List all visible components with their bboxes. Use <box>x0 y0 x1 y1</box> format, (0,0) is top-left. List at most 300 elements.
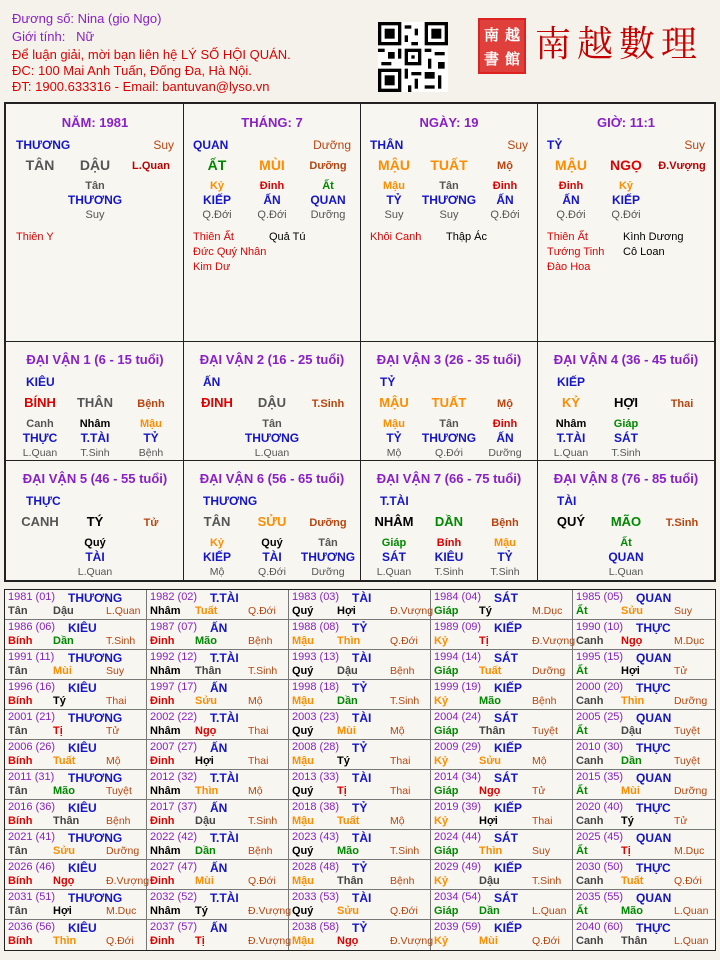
year-branch: Thân <box>53 815 80 827</box>
year-stem: Giáp <box>434 845 459 857</box>
year-stem: Quý <box>292 905 314 917</box>
year-cell <box>431 770 573 800</box>
pillar-title: NĂM: 1981 <box>61 115 129 130</box>
hidden-stem: Tân <box>318 537 338 549</box>
year-phase: T.Sinh <box>390 845 420 857</box>
year-ten-god: QUAN <box>636 891 672 905</box>
year-phase: Tuyệt <box>532 725 558 737</box>
calligraphy-logo: 南越數理 <box>535 24 704 65</box>
year-ten-god: QUAN <box>636 771 672 785</box>
year-phase: T.Sinh <box>248 815 278 827</box>
year-ten-god: THƯƠNG <box>68 591 123 605</box>
year-label: 2028 (48) <box>292 861 340 873</box>
year-label: 2010 (30) <box>576 741 624 753</box>
year-branch: Tý <box>479 605 492 617</box>
year-label: 2021 (41) <box>8 831 56 843</box>
dai-van-ten-god: TỶ <box>380 375 396 389</box>
year-phase: M.Dục <box>532 605 563 617</box>
hidden-phase: L.Quan <box>254 447 290 459</box>
dai-van-ten-god: KIÊU <box>26 375 55 389</box>
year-branch: Mùi <box>621 785 640 797</box>
year-cell <box>147 590 289 620</box>
year-label: 2031 (51) <box>8 891 56 903</box>
year-ten-god: THƯƠNG <box>68 651 123 665</box>
star-name: Khôi Canh <box>370 231 422 243</box>
year-phase: Tuyệt <box>674 725 700 737</box>
year-label: 2032 (52) <box>150 891 198 903</box>
year-stem: Ất <box>576 605 588 617</box>
year-label: 1999 (19) <box>434 681 482 693</box>
year-label: 2027 (47) <box>150 861 198 873</box>
year-branch: Mùi <box>53 665 72 677</box>
pillar-branch: MÙI <box>259 157 285 173</box>
year-cell <box>573 830 715 860</box>
year-label: 2036 (56) <box>8 921 56 933</box>
pillar-branch: NGỌ <box>610 157 642 173</box>
year-phase: Tuyệt <box>674 755 700 767</box>
year-ten-god: T.TÀI <box>210 831 239 845</box>
year-branch: Mùi <box>337 725 356 737</box>
year-phase: M.Dục <box>674 635 705 647</box>
year-ten-god: ẤN <box>210 741 228 755</box>
year-phase: Q.Đới <box>674 875 702 887</box>
pillar-branch-phase: Dưỡng <box>309 160 347 172</box>
hidden-ten-god: THƯƠNG <box>421 193 477 207</box>
year-ten-god: TÀI <box>352 771 372 785</box>
year-stem: Kỷ <box>434 635 449 647</box>
year-phase: Thai <box>248 755 269 767</box>
year-ten-god: ẤN <box>210 621 228 635</box>
year-phase: Q.Đới <box>248 605 276 617</box>
year-phase: Dưỡng <box>674 785 708 797</box>
hidden-ten-god: TỶ <box>497 550 513 564</box>
year-ten-god: KIẾP <box>494 681 523 695</box>
year-cell <box>431 650 573 680</box>
hidden-ten-god: KIẾP <box>202 193 231 207</box>
hidden-ten-god: ẤN <box>496 431 514 445</box>
star-name: Cô Loan <box>623 246 665 258</box>
year-phase: Mộ <box>390 815 405 827</box>
year-branch: Ngọ <box>195 725 217 737</box>
year-ten-god: THƯƠNG <box>68 831 123 845</box>
year-branch: Tý <box>337 755 350 767</box>
year-cell <box>5 620 147 650</box>
year-cell <box>147 620 289 650</box>
year-label: 2017 (37) <box>150 801 198 813</box>
year-cell <box>431 830 573 860</box>
hidden-phase: T.Sinh <box>80 447 110 459</box>
dai-van-cell <box>183 342 361 461</box>
year-label: 2000 (20) <box>576 681 624 693</box>
star-name: Đức Quý Nhân <box>193 246 267 258</box>
year-stem: Canh <box>576 935 604 947</box>
hidden-ten-god: THƯƠNG <box>67 193 123 207</box>
year-phase: Đ.Vượng <box>390 935 434 947</box>
dai-van-ten-god: KIẾP <box>557 375 586 389</box>
hidden-phase: Q.Đới <box>435 447 463 459</box>
year-branch: Tuất <box>621 875 644 887</box>
hidden-phase: L.Quan <box>22 447 58 459</box>
year-branch: Thìn <box>53 935 77 947</box>
dai-van-cell <box>6 342 184 461</box>
year-stem: Đinh <box>150 815 175 827</box>
year-ten-god: THỰC <box>636 861 671 875</box>
year-label: 2014 (34) <box>434 771 482 783</box>
dai-van-phase: Bệnh <box>137 398 165 410</box>
year-phase: Thai <box>106 695 127 707</box>
year-cell <box>573 740 715 770</box>
year-ten-god: TỶ <box>352 921 368 935</box>
year-ten-god: ẤN <box>210 681 228 695</box>
year-ten-god: QUAN <box>636 831 672 845</box>
dai-van-title: ĐẠI VẬN 7 (66 - 75 tuổi) <box>376 471 522 486</box>
header <box>0 0 720 100</box>
year-phase: Q.Đới <box>248 875 276 887</box>
hidden-phase: L.Quan <box>77 566 113 578</box>
hidden-ten-god: KIẾP <box>202 550 231 564</box>
year-ten-god: SÁT <box>494 831 518 845</box>
year-cell <box>5 890 147 920</box>
year-label: 1991 (11) <box>8 651 55 663</box>
year-phase: Bệnh <box>390 875 415 887</box>
dai-van-title: ĐẠI VẬN 4 (36 - 45 tuổi) <box>553 352 699 367</box>
year-ten-god: KIẾP <box>494 801 523 815</box>
year-cell <box>573 800 715 830</box>
year-phase: Suy <box>674 605 693 617</box>
hidden-stem: Đinh <box>492 180 518 192</box>
year-phase: Đ.Vượng <box>532 635 576 647</box>
year-cell <box>147 800 289 830</box>
year-stem: Canh <box>576 635 604 647</box>
hidden-phase: L.Quan <box>553 447 589 459</box>
pillar-phase: Suy <box>684 138 705 152</box>
hidden-stem: Tân <box>262 418 282 430</box>
year-ten-god: QUAN <box>636 711 672 725</box>
year-cell <box>431 860 573 890</box>
year-phase: Tử <box>674 815 688 827</box>
phone-email-line: ĐT: 1900.633316 - Email: bantuvan@lyso.vn <box>12 79 270 94</box>
year-phase: Đ.Vượng <box>248 935 292 947</box>
year-ten-god: TỶ <box>352 741 368 755</box>
year-cell <box>573 770 715 800</box>
hidden-stem: Kỷ <box>209 537 225 549</box>
year-cell <box>289 800 431 830</box>
dai-van-branch: TUẤT <box>431 395 467 410</box>
year-phase: Bệnh <box>248 635 273 647</box>
pillar-ten-god: THƯƠNG <box>16 138 71 152</box>
year-label: 2011 (31) <box>8 771 55 783</box>
dai-van-ten-god: ẤN <box>203 375 221 389</box>
hidden-phase: Dưỡng <box>488 447 522 459</box>
hidden-phase: L.Quan <box>376 566 412 578</box>
year-ten-god: THỰC <box>636 681 671 695</box>
dai-van-stem: NHÂM <box>374 514 414 529</box>
year-cell <box>5 860 150 890</box>
year-cell <box>147 890 292 920</box>
gender-row <box>12 29 94 45</box>
year-ten-god: ẤN <box>210 861 228 875</box>
year-branch: Tị <box>195 935 205 947</box>
year-cell <box>147 680 289 710</box>
year-stem: Bính <box>8 755 33 767</box>
year-phase: Q.Đới <box>390 635 418 647</box>
year-branch: Sửu <box>195 695 218 707</box>
year-cell <box>5 800 147 830</box>
hidden-ten-god: KIÊU <box>434 550 464 564</box>
year-cell <box>289 680 431 710</box>
year-ten-god: KIÊU <box>68 741 97 755</box>
dai-van-title: ĐẠI VẬN 1 (6 - 15 tuổi) <box>26 352 164 367</box>
year-cell <box>431 740 573 770</box>
year-stem: Tân <box>8 785 28 797</box>
qr-code-icon <box>378 22 448 92</box>
year-cell <box>573 680 715 710</box>
hidden-stem: Đinh <box>259 180 285 192</box>
year-label: 1993 (13) <box>292 651 340 663</box>
year-ten-god: TÀI <box>352 651 372 665</box>
year-ten-god: SÁT <box>494 591 518 605</box>
year-phase: Đ.Vượng <box>248 905 292 917</box>
year-label: 1996 (16) <box>8 681 56 693</box>
dai-van-branch: HỢI <box>613 395 639 410</box>
gender-value: Nữ <box>76 29 95 44</box>
year-cell <box>147 650 289 680</box>
year-label: 1987 (07) <box>150 621 198 633</box>
dai-van-branch: DẬU <box>257 395 287 410</box>
year-label: 2018 (38) <box>292 801 340 813</box>
year-branch: Ngọ <box>337 935 359 947</box>
year-branch: Mão <box>337 845 359 857</box>
year-phase: Tử <box>106 725 120 737</box>
year-label: 1995 (15) <box>576 651 624 663</box>
year-phase: Dưỡng <box>674 695 708 707</box>
year-ten-god: TỶ <box>352 681 368 695</box>
hidden-ten-god: T.TÀI <box>556 431 586 445</box>
year-ten-god: KIÊU <box>68 801 97 815</box>
year-label: 2008 (28) <box>292 741 340 753</box>
year-label: 2035 (55) <box>576 891 624 903</box>
year-phase: Q.Đới <box>106 935 134 947</box>
year-phase: Tuyệt <box>106 785 132 797</box>
year-ten-god: THƯƠNG <box>68 711 123 725</box>
year-cell <box>147 920 292 950</box>
year-cell <box>289 920 434 950</box>
year-branch: Sửu <box>53 845 76 857</box>
hidden-stem: Bính <box>436 537 462 549</box>
hidden-stem: Đinh <box>492 418 518 430</box>
pillar-ten-god: TỶ <box>547 138 563 152</box>
hidden-phase: Mộ <box>386 447 402 459</box>
year-ten-god: KIẾP <box>494 861 523 875</box>
year-label: 2013 (33) <box>292 771 340 783</box>
year-label: 1989 (09) <box>434 621 482 633</box>
year-cell <box>573 620 715 650</box>
year-phase: M.Dục <box>106 905 137 917</box>
year-label: 2006 (26) <box>8 741 56 753</box>
hidden-ten-god: THƯƠNG <box>300 550 356 564</box>
dai-van-phase: Tử <box>143 517 159 529</box>
year-cell <box>573 890 715 920</box>
hidden-phase: Mộ <box>209 566 225 578</box>
year-ten-god: TÀI <box>352 711 372 725</box>
year-phase: L.Quan <box>674 905 709 917</box>
dai-van-branch: SỬU <box>257 514 287 529</box>
year-cell <box>431 680 573 710</box>
year-phase: Bệnh <box>532 695 557 707</box>
star-name: Thiên Ất <box>547 231 588 243</box>
year-label: 2024 (44) <box>434 831 482 843</box>
year-stem: Canh <box>576 875 604 887</box>
year-label: 2002 (22) <box>150 711 198 723</box>
year-branch: Hợi <box>621 665 640 677</box>
year-label: 2026 (46) <box>8 861 56 873</box>
year-cell <box>147 830 289 860</box>
year-cell <box>5 590 147 620</box>
year-ten-god: THỰC <box>636 801 671 815</box>
year-ten-god: SÁT <box>494 891 518 905</box>
year-label: 2023 (43) <box>292 831 340 843</box>
pillar-title: NGÀY: 19 <box>419 115 479 130</box>
hidden-phase: Dưỡng <box>311 566 345 578</box>
hidden-stem: Đinh <box>558 180 584 192</box>
year-stem: Giáp <box>434 785 459 797</box>
year-stem: Đinh <box>150 695 175 707</box>
year-stem: Đinh <box>150 875 175 887</box>
year-branch: Tị <box>621 845 631 857</box>
year-cell <box>431 800 573 830</box>
year-ten-god: QUAN <box>636 651 672 665</box>
dai-van-phase: Thai <box>670 398 694 410</box>
hidden-phase: Q.Đới <box>490 209 520 221</box>
year-stem: Quý <box>292 845 314 857</box>
star-name: Thiên Y <box>16 231 54 243</box>
year-cell <box>573 920 715 950</box>
year-branch: Ngọ <box>479 785 501 797</box>
year-branch: Thân <box>479 725 506 737</box>
year-cell <box>5 770 147 800</box>
hidden-ten-god: SÁT <box>614 431 638 445</box>
year-branch: Tý <box>53 695 66 707</box>
year-label: 2030 (50) <box>576 861 624 873</box>
year-phase: Dưỡng <box>532 665 566 677</box>
hidden-stem: Giáp <box>613 418 639 430</box>
hidden-phase: Q.Đới <box>556 209 586 221</box>
year-stem: Ất <box>576 845 588 857</box>
year-stem: Ất <box>576 725 588 737</box>
star-name: Thập Ác <box>446 231 487 243</box>
year-label: 1997 (17) <box>150 681 198 693</box>
year-phase: Q.Đới <box>532 935 560 947</box>
year-label: 2003 (23) <box>292 711 340 723</box>
dai-van-stem: ĐINH <box>201 395 233 410</box>
pillar-branch-phase: L.Quan <box>132 160 170 172</box>
year-branch: Dậu <box>621 725 642 737</box>
hidden-ten-god: ẤN <box>263 193 281 207</box>
year-label: 1994 (14) <box>434 651 482 663</box>
year-phase: M.Dục <box>674 845 705 857</box>
year-ten-god: THƯƠNG <box>68 891 123 905</box>
dai-van-phase: Mộ <box>497 398 513 410</box>
dai-van-phase: Bệnh <box>491 517 519 529</box>
pillar-stem: MẬU <box>555 157 587 173</box>
pillar-phase: Suy <box>507 138 528 152</box>
year-label: 2004 (24) <box>434 711 482 723</box>
year-stem: Ất <box>576 905 588 917</box>
year-label: 2016 (36) <box>8 801 56 813</box>
year-stem: Quý <box>292 725 314 737</box>
hidden-stem: Ất <box>620 537 632 549</box>
hidden-phase: T.Sinh <box>434 566 464 578</box>
year-ten-god: T.TÀI <box>210 651 239 665</box>
year-label: 1986 (06) <box>8 621 56 633</box>
hidden-ten-god: T.TÀI <box>80 431 110 445</box>
year-branch: Mão <box>53 785 75 797</box>
hidden-ten-god: KIẾP <box>611 193 640 207</box>
year-ten-god: TỶ <box>352 621 368 635</box>
hidden-ten-god: SÁT <box>382 550 406 564</box>
year-ten-god: KIẾP <box>494 921 523 935</box>
dai-van-title: ĐẠI VẬN 3 (26 - 35 tuổi) <box>376 352 522 367</box>
year-cell <box>5 740 147 770</box>
year-ten-god: T.TÀI <box>210 711 239 725</box>
dai-van-stem: KỶ <box>561 395 581 410</box>
year-stem: Ất <box>576 785 588 797</box>
year-label: 2040 (60) <box>576 921 624 933</box>
hidden-ten-god: QUAN <box>310 193 346 207</box>
year-stem: Quý <box>292 785 314 797</box>
hidden-stem: Nhâm <box>555 418 587 430</box>
pillar-stem: TÂN <box>25 157 55 173</box>
year-cell <box>431 710 573 740</box>
hidden-ten-god: TỶ <box>386 431 402 445</box>
year-branch: Thân <box>621 935 648 947</box>
year-ten-god: KIẾP <box>494 621 523 635</box>
dai-van-cell <box>360 461 538 580</box>
year-phase: Bệnh <box>390 665 415 677</box>
year-branch: Dần <box>337 695 358 707</box>
year-phase: Đ.Vượng <box>106 875 150 887</box>
year-ten-god: T.TÀI <box>210 591 239 605</box>
hidden-stem: Mậu <box>383 180 405 192</box>
year-branch: Tị <box>479 635 489 647</box>
year-cell <box>289 650 431 680</box>
year-stem: Bính <box>8 935 33 947</box>
year-phase: T.Sinh <box>390 695 420 707</box>
year-phase: T.Sinh <box>248 665 278 677</box>
year-cell <box>431 590 573 620</box>
year-cell <box>289 740 431 770</box>
pillar-branch: TUẤT <box>430 157 468 173</box>
year-branch: Tý <box>195 905 208 917</box>
year-stem: Tân <box>8 665 28 677</box>
year-label: 1982 (02) <box>150 591 198 603</box>
pillar-ten-god: QUAN <box>193 138 229 152</box>
year-cell <box>5 920 147 950</box>
year-ten-god: SÁT <box>494 711 518 725</box>
hidden-stem: Canh <box>26 418 54 430</box>
year-label: 2029 (49) <box>434 861 482 873</box>
year-cell <box>5 830 147 860</box>
dai-van-branch: MÃO <box>610 514 642 529</box>
year-branch: Ngọ <box>53 875 75 887</box>
year-phase: Mộ <box>248 785 263 797</box>
year-branch: Mão <box>195 635 217 647</box>
year-label: 1985 (05) <box>576 591 624 603</box>
year-branch: Hợi <box>337 605 356 617</box>
year-stem: Kỷ <box>434 815 449 827</box>
address-line: ĐC: 100 Mai Anh Tuấn, Đống Đa, Hà Nội. <box>12 63 252 78</box>
year-cell <box>573 860 715 890</box>
